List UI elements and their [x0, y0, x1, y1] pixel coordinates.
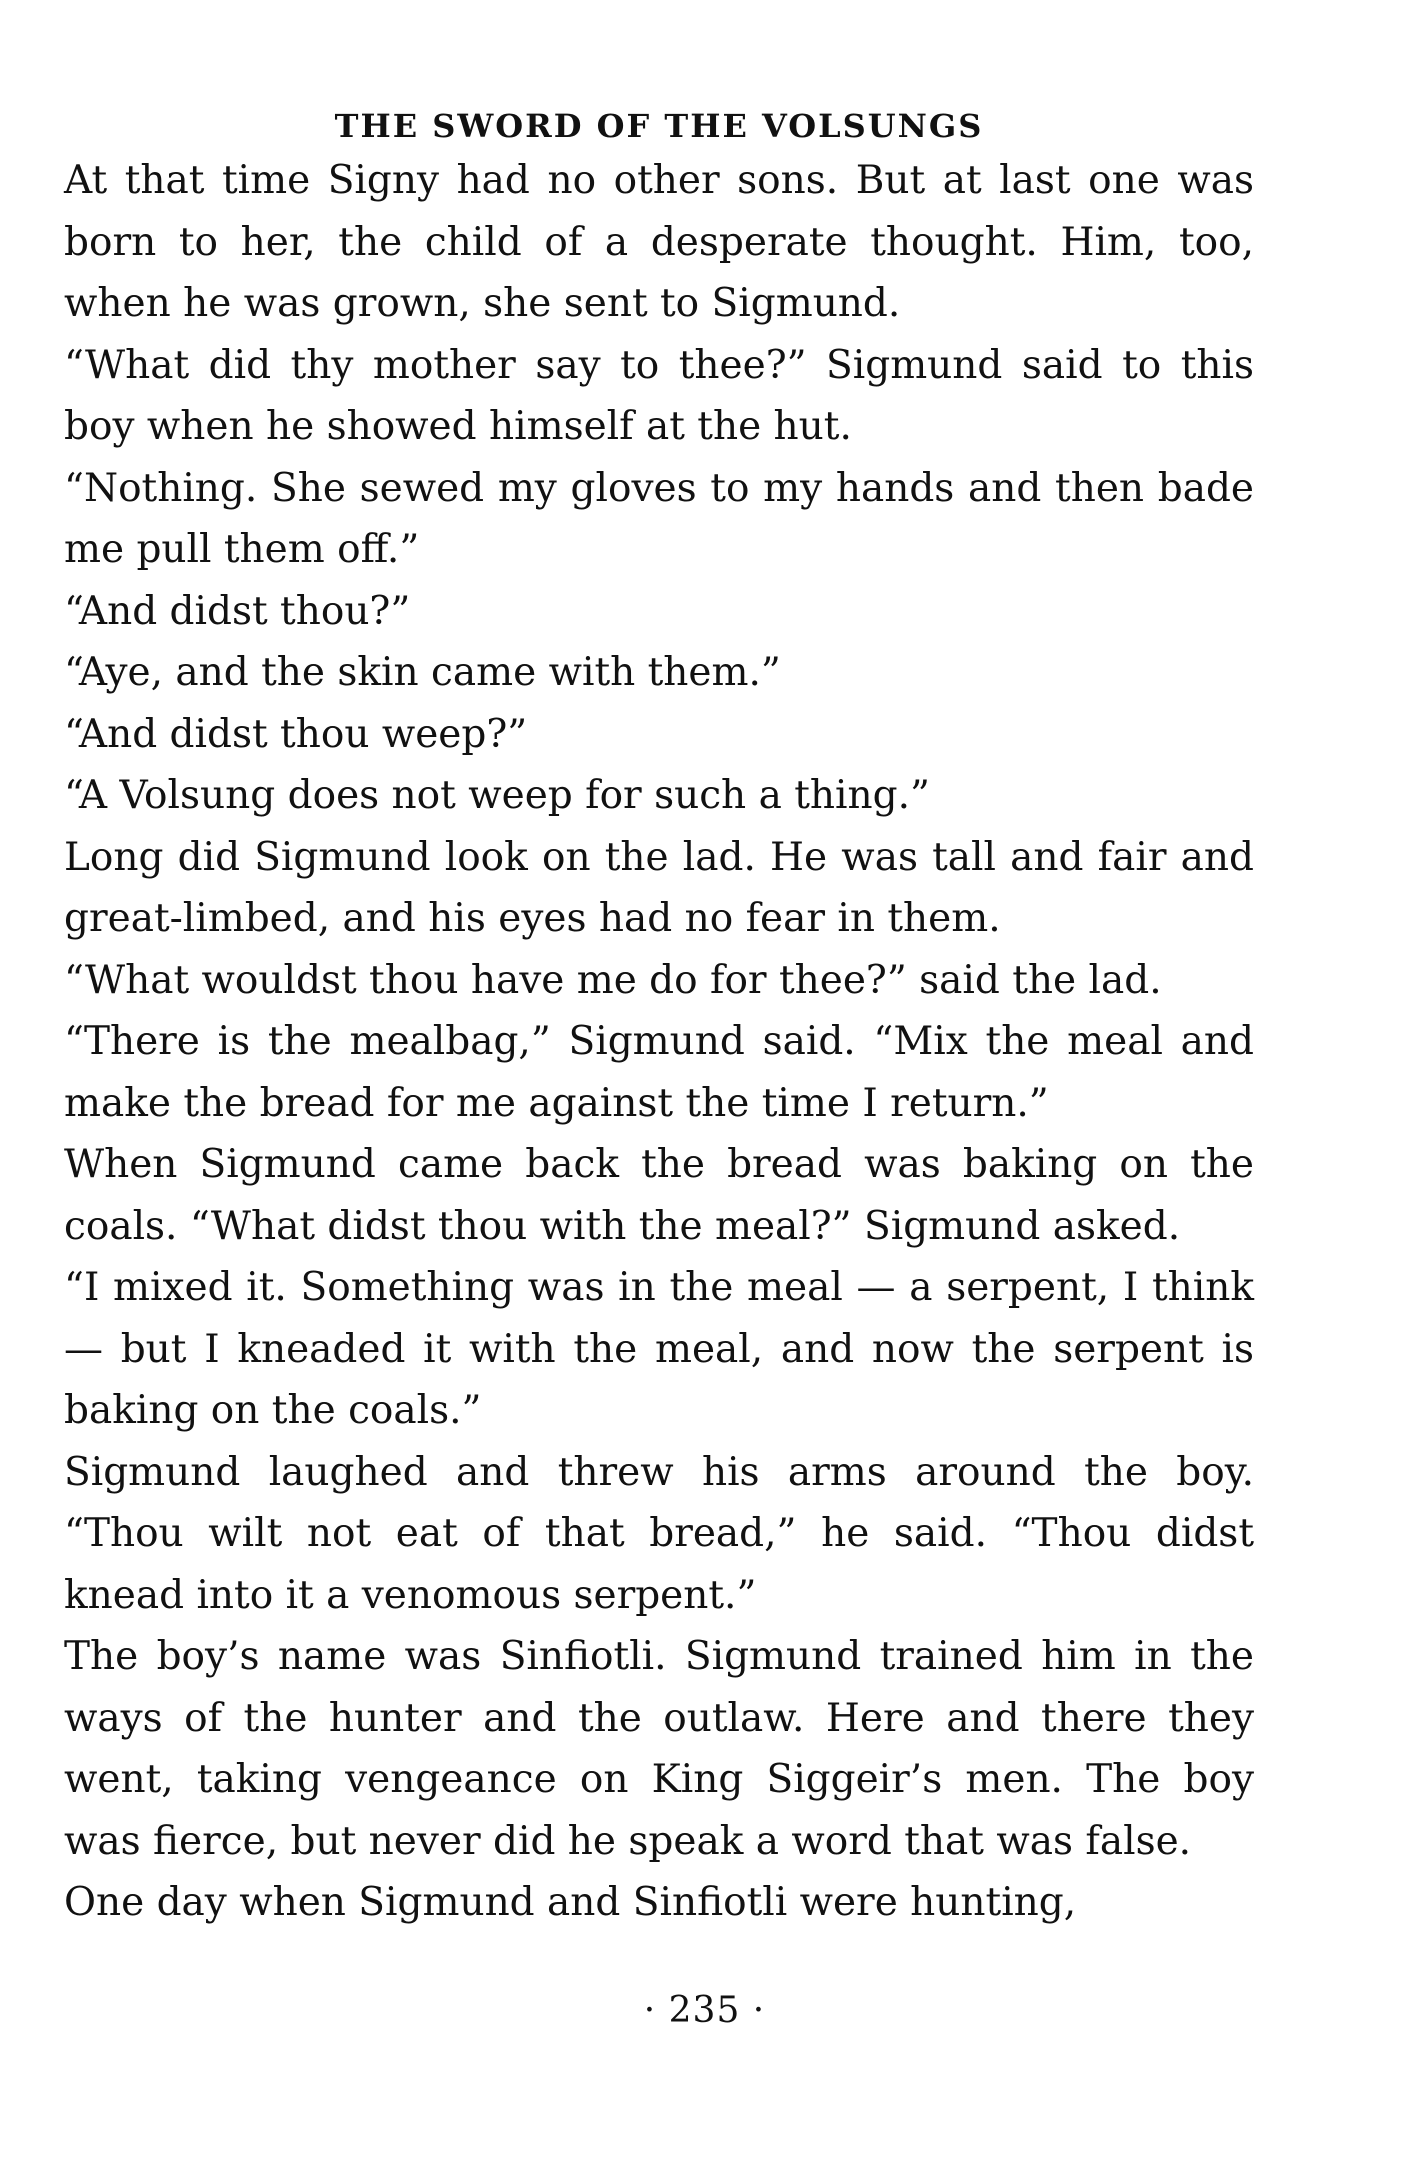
running-head: THE SWORD OF THE VOLSUNGS [334, 107, 984, 145]
paragraph: “Nothing. She sewed my gloves to my hands and then bade me pull them off.” [64, 465, 1254, 572]
paragraph: “And didst thou?” [64, 588, 411, 634]
paragraph: Sigmund laughed and threw his arms around the boy. “Thou wilt not eat of that bread,” he said. “Thou didst knead into it a venomous serpent.” [64, 1449, 1254, 1618]
paragraph: “A Volsung does not weep for such a thing.” [64, 773, 930, 818]
paragraph: At that time Signy had no other sons. But at last one was born to her, the child of a desperate thought. Him, too, when he was grown, she sent to Sigmund. [64, 158, 1254, 326]
paragraph: Long did Sigmund look on the lad. He was tall and fair and great-limbed, and his eyes had no fear in them. [64, 834, 1254, 941]
paragraph: “And didst thou weep?” [64, 711, 528, 757]
paragraph: “What wouldst thou have me do for thee?” said the lad. [64, 957, 1162, 1003]
paragraph: “I mixed it. Something was in the meal — a serpent, I think — but I kneaded it with the meal, and now the serpent is baking on the coals.” [64, 1265, 1254, 1433]
paragraph: “What did thy mother say to thee?” Sigmund said to this boy when he showed himself at the hut. [64, 342, 1254, 449]
paragraph: “There is the mealbag,” Sigmund said. “Mix the meal and make the bread for me against the time I return.” [64, 1019, 1254, 1126]
paragraph: The boy’s name was Sinfiotli. Sigmund trained him in the ways of the hunter and the outlaw. Here and there they went, taking vengeance on King Siggeir’s men. The boy was fierce, but never did he speak a word that was false. [64, 1634, 1254, 1864]
page-number: · 235 · [643, 1990, 766, 2031]
paragraph: “Aye, and the skin came with them.” [64, 650, 781, 695]
book-page [64, 106, 1254, 1934]
paragraph: One day when Sigmund and Sinfiotli were hunting, [64, 1880, 1077, 1925]
body-text [64, 150, 1254, 1934]
paragraph: When Sigmund came back the bread was baking on the coals. “What didst thou with the meal?” Sigmund asked. [64, 1142, 1254, 1249]
